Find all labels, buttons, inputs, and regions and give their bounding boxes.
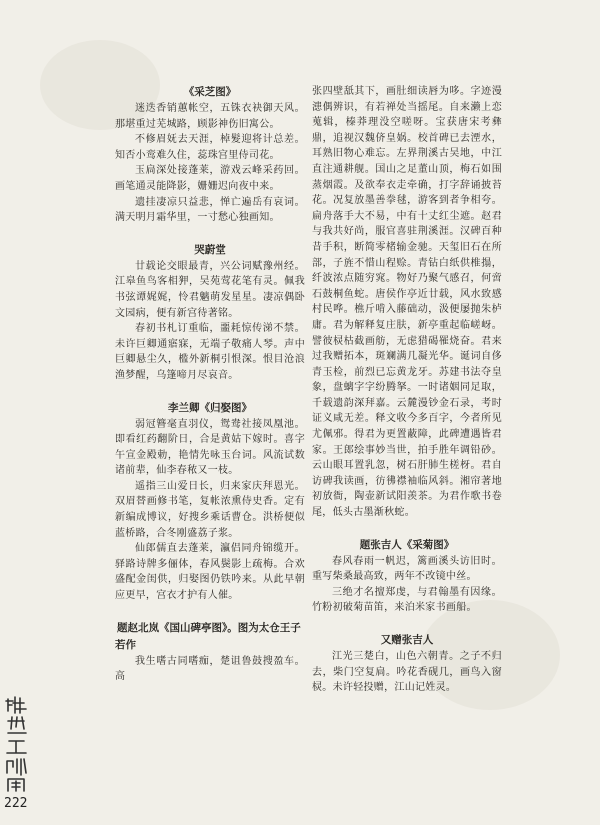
- poem-stanza: 江光三楚白，山色六朝青。之子不归去，柴门空复扃。吟花香砚几，画鸟入窗棂。未许轻投赠，江山记姓灵。: [312, 651, 502, 694]
- poem-title: 又赠张吉人: [380, 634, 434, 646]
- poem-title: 李兰卿《归娶图》: [168, 401, 252, 414]
- poem-stanza: 张四壁舐其下，画肚细读唇为哆。字迹漫漶偶辨识，有若禅处当摇尾。自来濑上恋蒐辑，榛莽理没空嗟呀。宝获唐宋考彝鼎，追视汉魏侪皇娲。校首碑已去湮水，耳熟旧物心难忘。左界荆溪古吴地，中江直注通耕舰。国山之足董山顶，梅石如围蒸烟霞。及欲奉衣走牵确，打字辞诵披苔花。况复放墨善拳毬，游客到者争相夸。扁舟落手大不易，中有十丈红尘遮。赵君与我共好尚，服官喜驻荆溪涯。汉碑百种昔手积，断简零楮输金驰。天玺旧石在所部，子旌不惜山程赊。青钻白纸供椎搨，纤波浓点随穷窕。物好乃聚气感召，何啻石鼓桐鱼蛇。唐侯作亭近廿载，风水致感村民哗。樵斤啃入藤础动，汲便屡抛朱栌庸。君为解释复庄肤，新亭重起临嵯岈。譬彼棂枯截画舫，无虑猎碣罹烧奋。君来过我赠拓本，斑斓满几凝光华。诞词自侈青玉检，前烈已忘黄龙牙。苏建书法夺皇象，盘螭字字纷腾拏。一时诸姻同足取，千载遗韵深拜嘉。云麓漫钞金石录，考时证义咸无差。释文收今多百字，今者所见尤佩邪。得君为更置蔽障，此碑遭遇皆君家。王郎绘事妙当世，拍手胜年调铅砂。云山眼耳置乳忽，树石肝肺生槎枒。君自访碑我读画，彷彿襟袖临风斜。湘帘著地初放衙，陶壶新试阳羡茶。为君作歌书卷尾，低头古墨渐秋蛇。: [312, 86, 502, 519]
- poem-stanza: 弱冠簪毫直羽仪，鸳鸯社接凤凰池。即看红药翻阶日，合是黄姑下嫁时。喜字午宣金殿勅，艳情先咏玉台词。风流试数诸前辈，仙李春秾又一枝。: [115, 418, 305, 477]
- poem-stanza: 廿载论交眼最青，兴公词赋豫州经。江皋鱼鸟客相狎，吴苑莺花笔有灵。佩我书弦谭娓娓，怜君魑萌发星星。凄凉偶卧文园病，便有新宫待著铭。: [115, 260, 305, 319]
- right-text-column: [312, 84, 502, 696]
- poem-stanza: 三绝才名擅郑虔，与君翰墨有因缘。竹粉初破菊苗笛，来泊米家书画船。: [312, 586, 502, 614]
- poem-title: 题赵北岚《国山碑亭图》。图为太仓王子若作: [115, 621, 301, 651]
- section-gap: [115, 604, 305, 620]
- poem-title: 题张吉人《采菊图》: [359, 538, 455, 551]
- section-gap: [115, 226, 305, 242]
- poem-title: 《采芝图》: [183, 86, 237, 98]
- left-text-column: [115, 84, 305, 685]
- poem-stanza: 春初书札订重临，噩耗惊传涕不禁。未许巨卿通寤寐，无端子敬痛人琴。声中巨卿悬尘久，槛外新桐引恨深。恨目沧浪渔梦醒，乌篷啼月尽哀音。: [115, 323, 305, 381]
- poem-stanza: 遥指三山爱日长，归来家庆拜恩光。双眉替画修书笔，复帐浓熏侍史香。定有新编成博议，好搜乡乘话曹仓。洪桥便似蓝桥路，合冬刚盛荔子浆。: [115, 480, 305, 539]
- publisher-logo: [4, 693, 30, 793]
- poem-stanza: 遗挂凄凉只益悲，惮亡遍岳有哀词。满天明月霜华里，一寸愁心独画知。: [115, 196, 305, 224]
- poem-stanza: 我生嗜古同嗜痂，楚诅鲁鼓搜盈车。高: [115, 655, 305, 683]
- poem-title: 哭蔚堂: [194, 243, 226, 256]
- poem-stanza: 迷迭香销蕙帐空，五铢衣袂御天风。那堪重过芜城路，顾影神伤旧寓公。: [115, 103, 305, 130]
- poem-stanza: 春风春雨一帆迟，篱画溪头访旧时。重写柴桑最高致，两年不改镜中丝。: [312, 555, 502, 583]
- poem-stanza: 不修眉妩去天涯，棹髮迎将计总差。知否小鸾难久住，蕊珠宫里侍司花。: [115, 134, 305, 161]
- section-gap: [312, 521, 502, 537]
- section-gap: [115, 384, 305, 400]
- section-gap: [312, 616, 502, 632]
- page-number: 222: [4, 796, 28, 811]
- poem-stanza: 玉扃深处接蓬莱，游戏云峰采药回。画笔通灵能降影，姗姗迟向夜中来。: [115, 165, 305, 192]
- poem-stanza: 仙郎儒直去蓬莱，瀛侣同舟锦缆开。驿路诗牌多俪体，春风鬓影上疏梅。合欢盛配金闺供，归娶图仍铁吟来。从此早朝应更早，宫衣才护有人催。: [115, 543, 305, 602]
